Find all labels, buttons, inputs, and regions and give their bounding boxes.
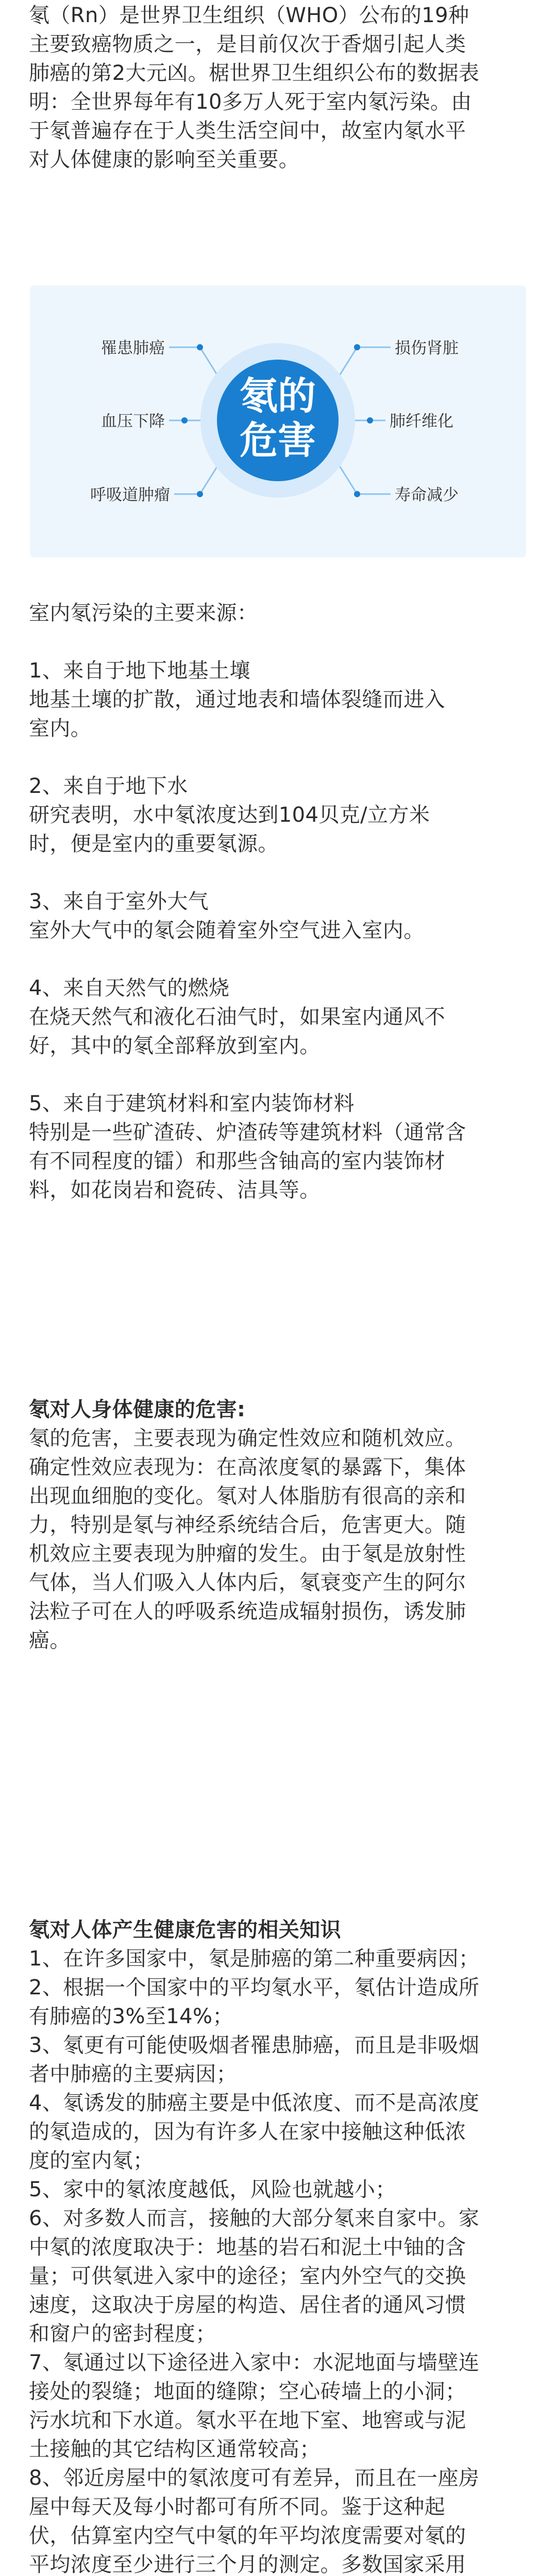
knowledge-line: 度的室内氡； — [29, 2149, 154, 2173]
hub-title-line1: 氡的 — [240, 374, 316, 418]
knowledge-line: 和窗户的密封程度； — [29, 2322, 216, 2346]
knowledge-line: 1、在许多国家中，氡是肺癌的第二种重要病因； — [29, 1947, 480, 1971]
knowledge-line: 接处的裂缝；地面的缝隙；空心砖墙上的小洞； — [29, 2380, 466, 2403]
connector-dot — [197, 491, 203, 497]
source-title: 1、来自于地下地基土壤 — [29, 659, 250, 683]
hazard-line: 机效应主要表现为肿瘤的发生。由于氡是放射性 — [29, 1542, 466, 1566]
hazard-line: 确定性效应表现为：在高浓度氡的暴露下，集体 — [29, 1455, 466, 1479]
hazard-line: 气体，当人们吸入人体内后，氡衰变产生的阿尔 — [29, 1571, 466, 1595]
knowledge-line: 8、邻近房屋中的氡浓度可有差异，而且在一座房 — [29, 2466, 480, 2490]
hazard-kidney-damage: 损伤肾脏 — [395, 339, 459, 358]
knowledge-line: 平均浓度至少进行三个月的测定。多数国家采用 — [29, 2553, 466, 2576]
knowledge-line: 7、氡通过以下途径进入家中：水泥地面与墙壁连 — [29, 2351, 480, 2375]
intro-line: 于氡普遍存在于人类生活空间中，故室内氡水平 — [29, 119, 466, 143]
intro-line: 主要致癌物质之一，是目前仅次于香烟引起人类 — [29, 32, 466, 56]
source-line: 特别是一些矿渣砖、炉渣砖等建筑材料（通常含 — [29, 1121, 466, 1144]
connector-dot — [197, 344, 203, 350]
hazard-section — [29, 1395, 527, 1655]
intro-line: 明：全世界每年有10多万人死于室内氡污染。由 — [29, 90, 472, 114]
hazard-blood-pressure-drop: 血压下降 — [101, 412, 165, 431]
knowledge-heading: 氡对人体产生健康危害的相关知识 — [29, 1918, 341, 1942]
knowledge-line: 2、根据一个国家中的平均氡水平，氡估计造成所 — [29, 1976, 480, 1999]
source-line: 室内。 — [29, 717, 92, 740]
source-title: 5、来自于建筑材料和室内装饰材料 — [29, 1092, 355, 1115]
source-line: 好，其中的氡全部释放到室内。 — [29, 1034, 321, 1058]
source-line: 地基土壤的扩散，通过地表和墙体裂缝而进入 — [29, 688, 445, 711]
intro-paragraph — [29, 1, 527, 174]
connector-dot — [354, 491, 360, 497]
knowledge-line: 污水坑和下水道。氡水平在地下室、地窖或与泥 — [29, 2409, 466, 2432]
source-line: 在烧天然气和液化石油气时，如果室内通风不 — [29, 1005, 445, 1029]
hazard-respiratory-tumor: 呼吸道肿瘤 — [90, 486, 170, 504]
connector-dot — [181, 417, 188, 423]
source-title: 3、来自于室外大气 — [29, 890, 209, 913]
source-line: 有不同程度的镭）和那些含铀高的室内装饰材 — [29, 1149, 445, 1173]
knowledge-line: 6、对多数人而言，接触的大部分氡来自家中。家 — [29, 2207, 480, 2230]
hazard-pulmonary-fibrosis: 肺纤维化 — [390, 412, 453, 431]
intro-line: 肺癌的第2大元凶。椐世界卫生组织公布的数据表 — [29, 61, 480, 85]
connector-dot — [354, 344, 360, 350]
intro-line: 对人体健康的影响至关重要。 — [29, 148, 300, 172]
knowledge-line: 者中肺癌的主要病因； — [29, 2062, 237, 2086]
sources-heading: 室内氡污染的主要来源： — [29, 601, 258, 625]
knowledge-line: 5、家中的氡浓度越低，风险也就越小； — [29, 2178, 396, 2201]
knowledge-line: 量；可供氡进入家中的途径；室内外空气的交换 — [29, 2264, 466, 2288]
hazard-lung-cancer: 罹患肺癌 — [101, 339, 165, 358]
hazard-line: 癌。 — [29, 1629, 71, 1652]
knowledge-line: 有肺癌的3%至14%； — [29, 2005, 233, 2028]
source-line: 室外大气中的氡会随着室外空气进入室内。 — [29, 919, 425, 942]
hazard-line: 出现血细胞的变化。氡对人体脂肪有很高的亲和 — [29, 1484, 466, 1508]
knowledge-line: 伏，估算室内空气中氡的年平均浓度需要对氡的 — [29, 2524, 466, 2548]
knowledge-line: 4、氡诱发的肺癌主要是中低浓度、而不是高浓度 — [29, 2091, 480, 2115]
source-line: 时，便是室内的重要氡源。 — [29, 832, 279, 856]
knowledge-line: 的氡造成的，因为有许多人在家中接触这种低浓 — [29, 2120, 466, 2144]
hazard-line: 氡的危害，主要表现为确定性效应和随机效应。 — [29, 1427, 466, 1450]
connector-dot — [367, 417, 373, 423]
knowledge-line: 屋中每天及每小时都可有所不同。鉴于这种起 — [29, 2495, 445, 2519]
hazard-line: 力，特别是氡与神经系统结合后，危害更大。随 — [29, 1513, 466, 1537]
source-title: 4、来自天然气的燃烧 — [29, 976, 230, 1000]
hazard-heading: 氡对人身体健康的危害: — [29, 1398, 246, 1421]
infographic-svg — [30, 285, 526, 557]
knowledge-line: 中氡的浓度取决于：地基的岩石和泥土中铀的含 — [29, 2235, 466, 2259]
intro-line: 氡（Rn）是世界卫生组织（WHO）公布的19种 — [29, 4, 469, 27]
knowledge-line: 土接触的其它结构区通常较高； — [29, 2437, 321, 2461]
hazard-lifespan-reduction: 寿命减少 — [395, 486, 459, 504]
hazard-line: 法粒子可在人的呼吸系统造成辐射损伤，诱发肺 — [29, 1600, 466, 1623]
source-title: 2、来自于地下水 — [29, 774, 188, 798]
knowledge-section — [29, 1916, 527, 2576]
sources-section — [29, 599, 527, 1205]
knowledge-line: 3、氡更有可能使吸烟者罹患肺癌，而且是非吸烟 — [29, 2033, 480, 2057]
radon-hazard-infographic — [30, 285, 526, 557]
hub-title-line2: 危害 — [240, 418, 316, 463]
source-line: 研究表明，水中氡浓度达到104贝克/立方米 — [29, 803, 430, 827]
knowledge-line: 速度，这取决于房屋的构造、居住者的通风习惯 — [29, 2293, 466, 2317]
source-line: 料，如花岗岩和瓷砖、洁具等。 — [29, 1178, 321, 1202]
